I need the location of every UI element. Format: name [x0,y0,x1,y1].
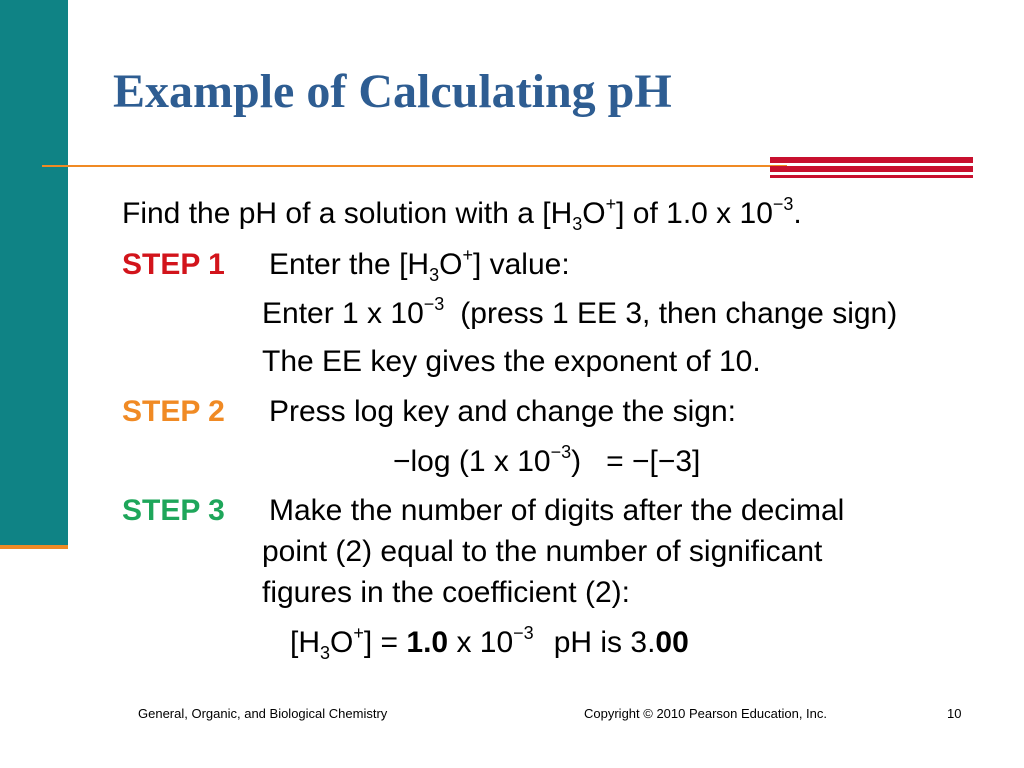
intro-text: O [582,197,606,230]
title-divider-line [42,165,787,167]
exponent: −3 [423,294,445,314]
step1-line3: The EE key gives the exponent of 10. [262,345,761,378]
title-divider-accent [770,157,973,163]
intro-line [122,194,802,234]
step1-line2-note: (press 1 EE 3, then change sign) [460,297,898,330]
title-divider-accent [770,166,973,172]
footer-page-number: 10 [947,706,962,721]
slide-title: Example of Calculating pH [113,65,672,118]
step3-line2: point (2) equal to the number of significant [262,535,823,568]
step2-calc [393,442,701,479]
step1-label: STEP 1 [122,248,225,281]
exponent: −3 [550,442,572,462]
step3-line3: figures in the coefficient (2): [262,576,630,609]
step2-text: Press log key and change the sign: [269,395,736,428]
intro-text: ] of 1.0 x 10 [616,197,773,230]
exponent: −3 [772,194,794,214]
result-text: [H [290,626,320,659]
result-text: O [330,626,354,659]
step2-calc-text: −log (1 x 10 [393,445,551,478]
intro-text: Find the pH of a solution with a [H [122,197,573,230]
footer-course: General, Organic, and Biological Chemistry [138,706,388,721]
exponent: −3 [513,623,534,643]
side-accent-underline [0,545,68,549]
superscript: + [353,623,364,643]
subscript: 3 [320,643,331,663]
footer-copyright: Copyright © 2010 Pearson Education, Inc. [584,706,828,721]
step1-line2 [262,294,898,331]
result-text: ] = [363,626,407,659]
step3-line [122,494,225,528]
intro-text: . [793,197,802,230]
step1-text-part: ] value: [472,248,570,281]
step3-label: STEP 3 [122,494,225,527]
step2-label: STEP 2 [122,395,225,428]
title-divider-accent [770,175,973,178]
ph-decimals: 00 [655,626,689,659]
step1-text-part: O [439,248,463,281]
subscript: 3 [572,214,583,234]
step3-result [290,623,689,663]
step1-line2-text: Enter 1 x 10 [262,297,424,330]
superscript: + [605,194,617,214]
step3-line1: Make the number of digits after the decimal [269,494,845,527]
step2-calc-text: ) = −[−3] [571,445,701,478]
step1-line [122,248,225,282]
result-text: x 10 [448,626,514,659]
result-coefficient: 1.0 [406,626,449,659]
step1-text-part: Enter the [H [269,248,430,281]
step2-line [122,395,225,429]
side-accent-bar [0,0,68,545]
superscript: + [462,245,473,265]
step1-text [269,245,570,285]
subscript: 3 [429,265,440,285]
ph-text: pH is 3. [553,626,656,659]
